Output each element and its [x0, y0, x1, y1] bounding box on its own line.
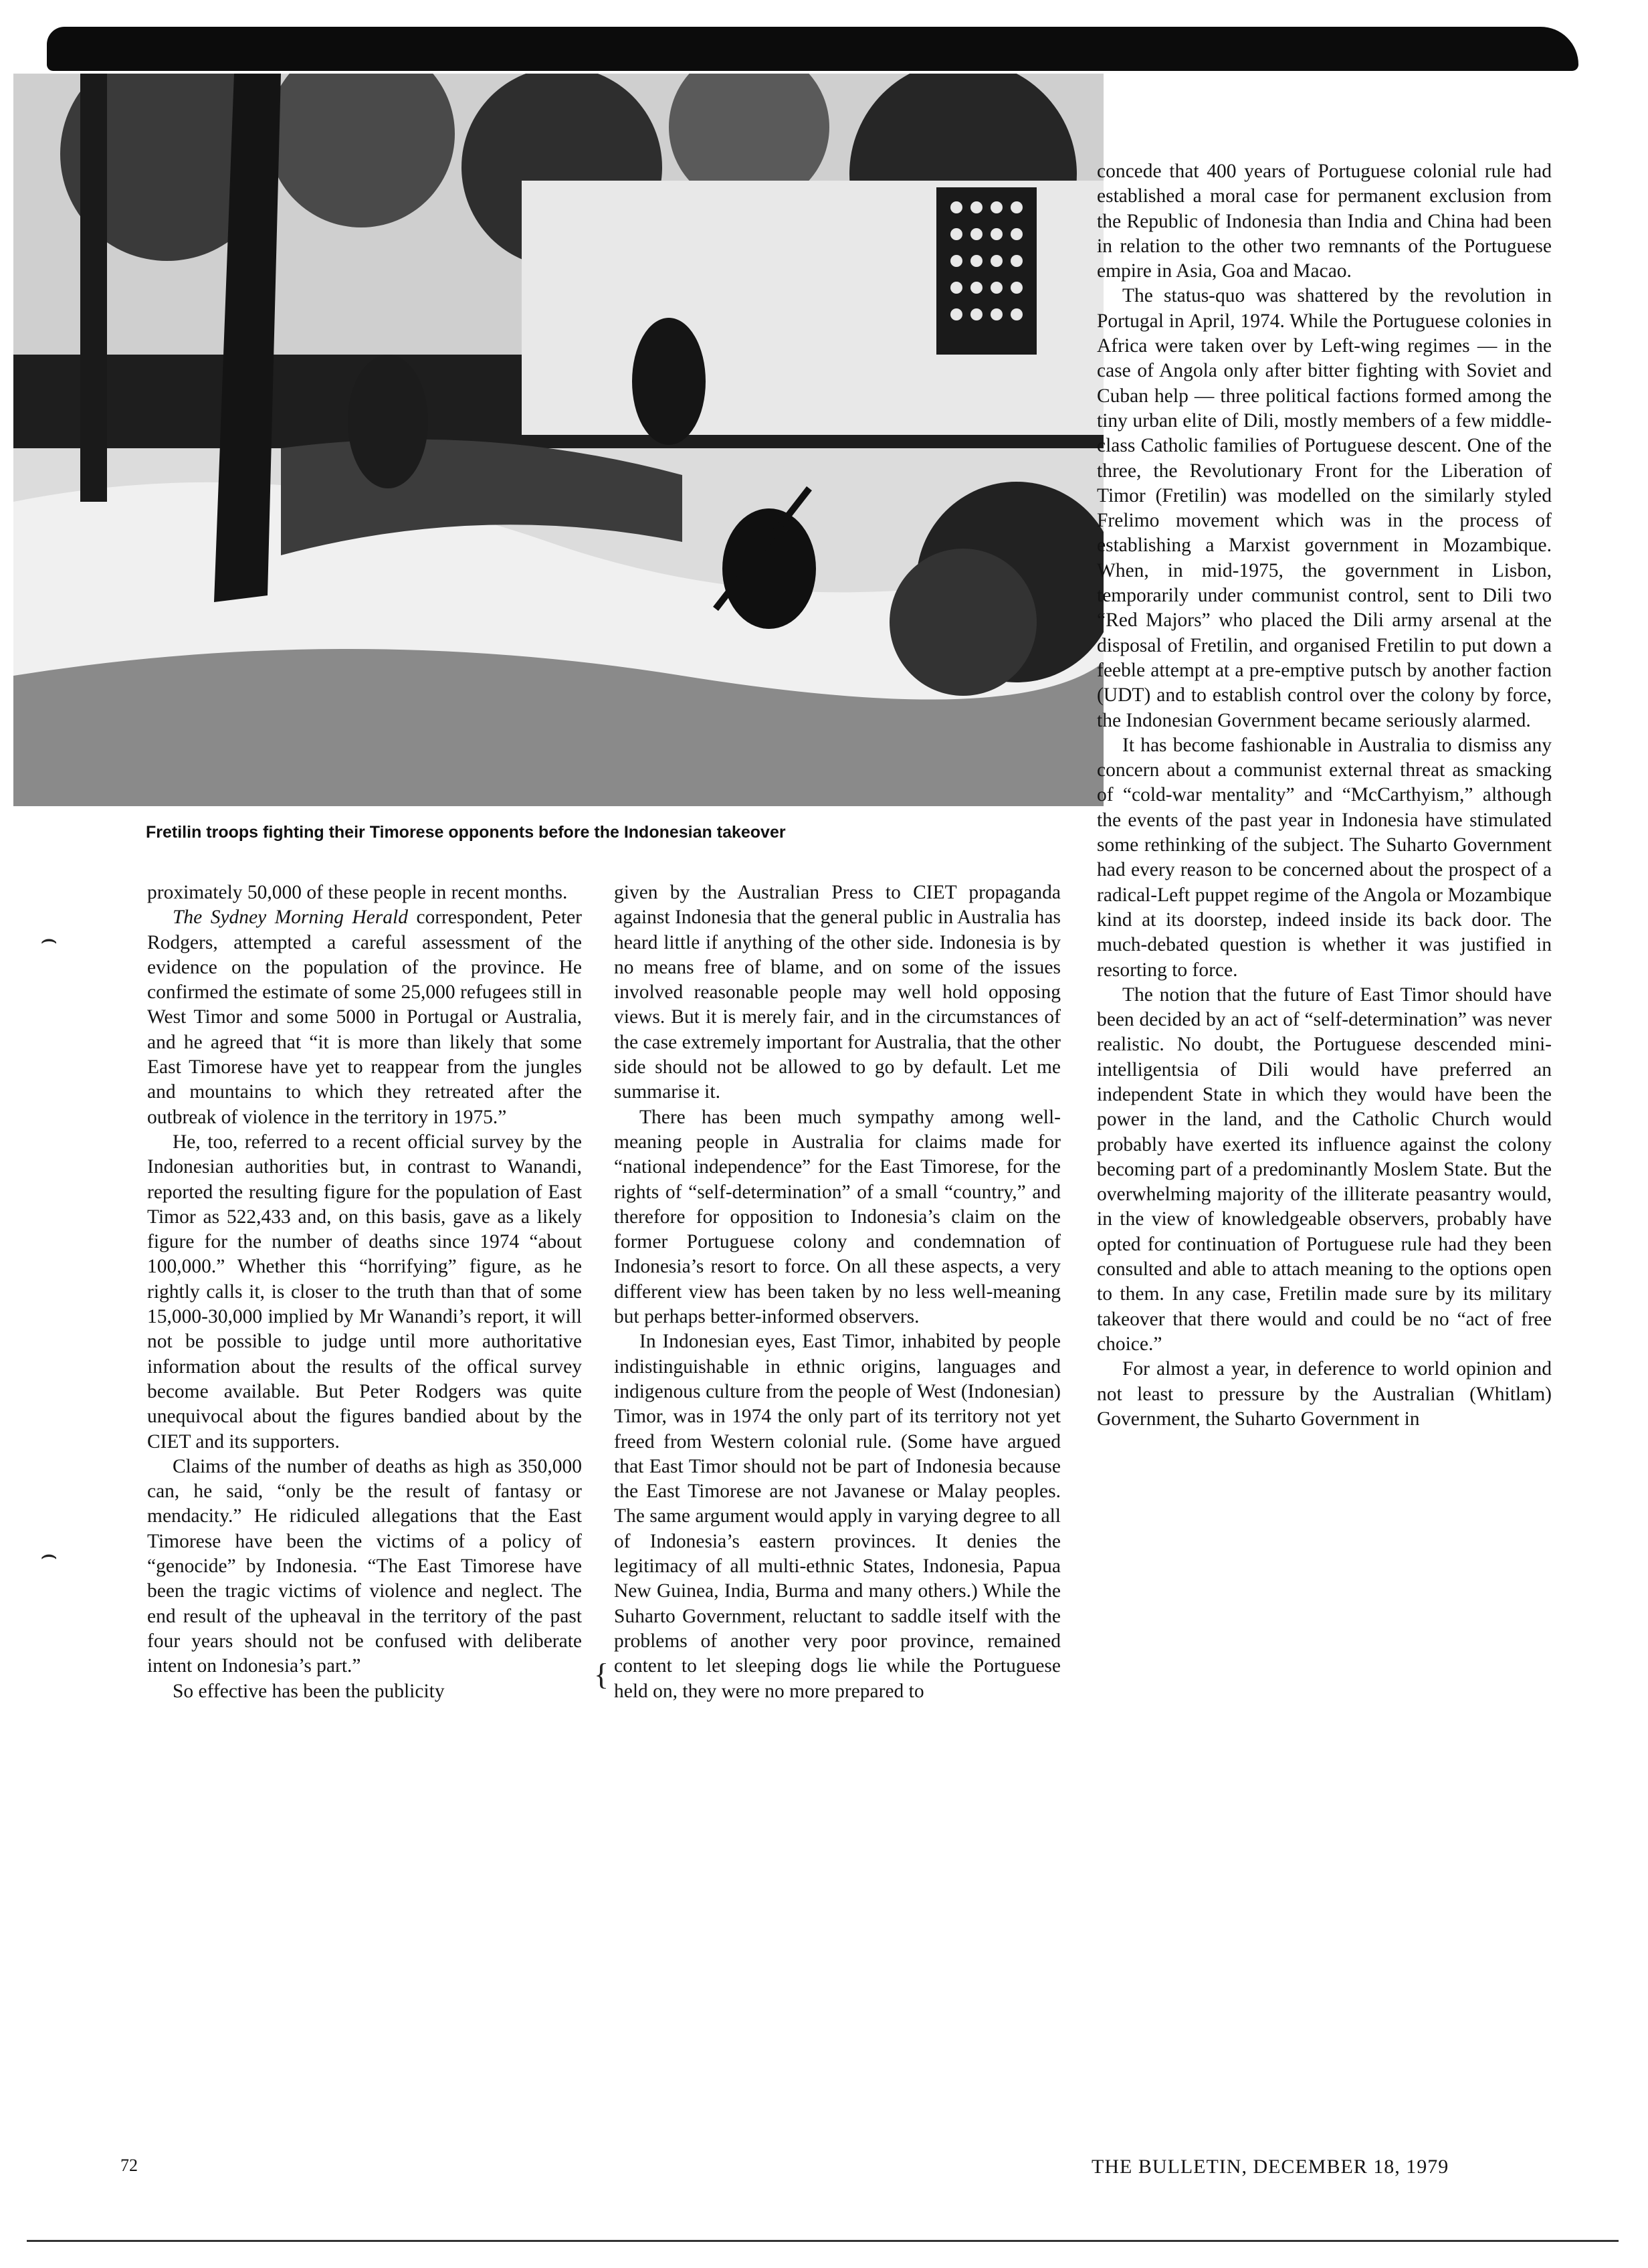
photo-illustration: [13, 74, 1104, 806]
paragraph: For almost a year, in deference to world opinion and not least to pressure by the Australian (Whitlam) Government, the Suharto Government in: [1097, 1358, 1552, 1430]
paragraph: Claims of the number of deaths as high as 350,000 can, he said, “only be the result of fantasy or mendacity.” He ridiculed allegations that the East Timorese have been the victims of a policy of “genocide” by Indonesia. “The East Timorese have been the tragic victims of violence and neglect. The end result of the upheaval in the territory of the past four years should not be confused with deliberate intent on Indonesia’s part.”: [147, 1455, 582, 1677]
paragraph: proximately 50,000 of these people in recent months.: [147, 882, 568, 903]
photo-caption: Fretilin troops fighting their Timorese opponents before the Indonesian takeover: [146, 823, 786, 842]
margin-mark-icon: ⌢: [40, 924, 58, 954]
news-photo: [13, 74, 1104, 806]
article-column-1: [147, 880, 582, 1704]
paragraph: He, too, referred to a recent official survey by the Indonesian authorities but, in contrast to Wanandi, reported the resulting figure for the population of East Timor as 522,433 and, on this basis, gave as a likely figure for the number of deaths since 1974 “about 100,000.” Whether this “horrifying” figure, as he rightly calls it, is closer to the truth than that of some 15,000-30,000 implied by Mr Wanandi’s report, it will not be possible to judge until more authoritative information about the results of the offical survey become available. But Peter Rodgers was quite unequivocal about the figures bandied about by the CIET and its supporters.: [147, 1131, 582, 1452]
paragraph-text: correspondent, Peter Rodgers, attempted a careful assessment of the evidence on the population of the province. He confirmed the estimate of some 25,000 refugees still in West Timor and some 5000 in Portugal or Australia, and he agreed that “it is more than likely that some East Timorese have yet to reappear from the jungles and mountains to which they retreated after the outbreak of violence in the territory in 1975.”: [147, 907, 582, 1128]
paragraph: In Indonesian eyes, East Timor, inhabited by people indistinguishable in ethnic origins, languages and indigenous culture from the people of West (Indonesian) Timor, was in 1974 the only part of its territory not yet freed from Western colonial rule. (Some have argued that East Timor should not be part of Indonesia because the East Timorese are not Javanese or Malay peoples. The same argument would apply in varying degree to all of Indonesia’s eastern provinces. It denies the legitimacy of all multi-ethnic States, Indonesia, Papua New Guinea, India, Burma and many others.) While the Suharto Government, reluctant to saddle itself with the problems of another very poor province, remained content to let sleeping dogs lie while the Portuguese held on, they were no more prepared to: [614, 1331, 1061, 1702]
scan-bottom-edge: [27, 2240, 1619, 2242]
article-column-3: [1097, 159, 1552, 1432]
scan-top-edge: [47, 27, 1578, 71]
publication-name: The Sydney Morning Herald: [173, 907, 408, 929]
paragraph: given by the Australian Press to CIET propaganda against Indonesia that the general public in Australia has heard little if anything of the other side. Indonesia is by no means free of blame, and on some of the issues involved reasonable people may well hold opposing views. But it is merely fair, and in the circumstances of the case extremely important for Australia, that the other side should not be allowed to go by default. Let me summarise it.: [614, 882, 1061, 1103]
margin-bracket-icon: {: [594, 1657, 609, 1691]
paragraph: concede that 400 years of Portuguese colonial rule had established a moral case for permanent exclusion from the Republic of Indonesia than India and China had been in relation to the other two remnants of the Portuguese empire in Asia, Goa and Macao.: [1097, 161, 1552, 282]
page-number: 72: [120, 2156, 138, 2175]
margin-mark-icon: ⌢: [40, 1539, 58, 1570]
running-footer: THE BULLETIN, DECEMBER 18, 1979: [1092, 2156, 1449, 2178]
paragraph: [147, 905, 582, 1130]
paragraph: The notion that the future of East Timor should have been decided by an act of “self-determination” was never realistic. No doubt, the Portuguese descended mini-intelligentsia of Dili would have preferred an independent State in which they would have been the power in the land, and the Catholic Church would probably have exerted its influence against the colony becoming part of a predominantly Moslem State. But the overwhelming majority of the illiterate peasantry would, in the view of knowledgeable observers, probably have opted for continuation of Portuguese rule had they been consulted and able to attach meaning to the options open to them. In any case, Fretilin made sure by its military takeover that there would and could be no “act of free choice.”: [1097, 983, 1552, 1355]
paragraph: So effective has been the publicity: [173, 1680, 445, 1702]
paragraph: It has become fashionable in Australia to dismiss any concern about a communist external threat as smacking of “cold-war mentality” and “McCarthyism,” although the events of the past year in Indonesia have stimulated some rethinking of the subject. The Suharto Government had every reason to be concerned about the prospect of a radical-Left puppet regime of the Angola or Mozambique kind at its doorstep, indeed inside its back door. The much-debated question is whether it was justified in resorting to force.: [1097, 734, 1552, 981]
article-column-2: [614, 880, 1061, 1704]
paragraph: There has been much sympathy among well-meaning people in Australia for claims made for “national independence” for the East Timorese, for the rights of “self-determination” of a small “country,” and therefore for opposition to Indonesia’s claim on the former Portuguese colony and condemnation of Indonesia’s resort to force. On all these aspects, a very different view has been taken by no less well-meaning but perhaps better-informed observers.: [614, 1106, 1061, 1328]
paragraph: The status-quo was shattered by the revolution in Portugal in April, 1974. While the Portuguese colonies in Africa were taken over by Left-wing regimes — in the case of Angola only after bitter fighting with Soviet and Cuban help — three political factions formed among the tiny urban elite of Dili, mostly members of a few middle-class Catholic families of Portuguese descent. One of the three, the Revolutionary Front for the Liberation of Timor (Fretilin) was modelled on the similarly styled Frelimo movement which was in the process of establishing a Marxist government in Mozambique. When, in mid-1975, the government in Lisbon, temporarily under communist control, sent to Dili two “Red Majors” who placed the Dili army arsenal at the disposal of Fretilin, and organised Fretilin to put down a feeble attempt at a pre-emptive putsch by another faction (UDT) and to establish control over the colony by force, the Indonesian Government became seriously alarmed.: [1097, 285, 1552, 731]
